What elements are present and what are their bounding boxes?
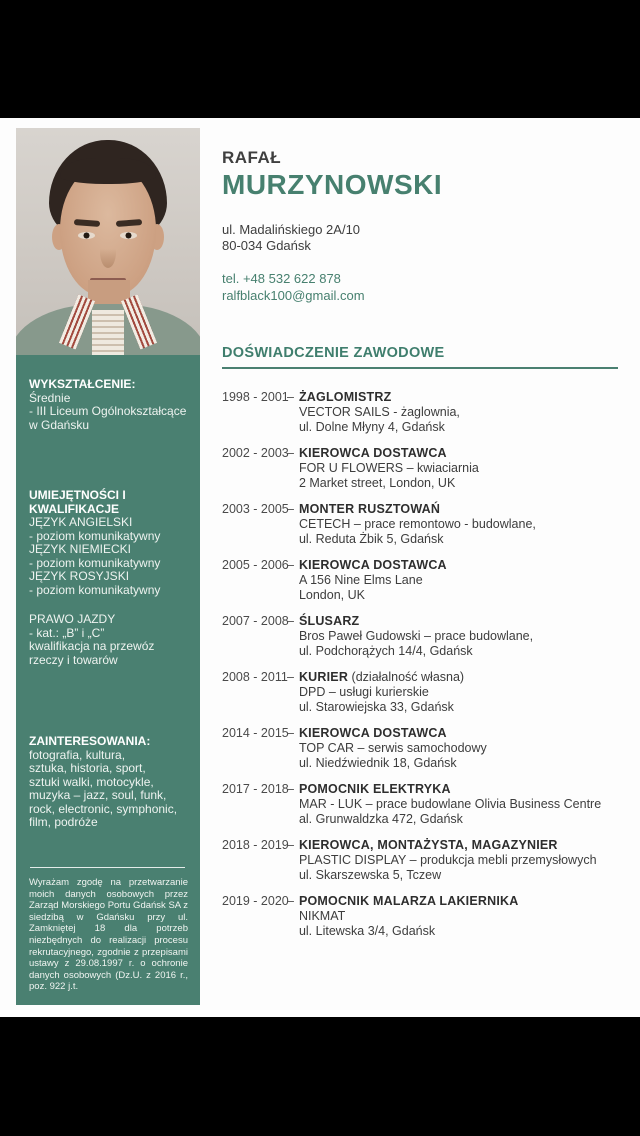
consent-footer (29, 867, 188, 993)
experience-entry (222, 838, 620, 883)
main-column (222, 148, 620, 950)
consent-disclaimer: Wyrażam zgodę na przetwarzanie moich danych osobowych przez Zarząd Morskiego Portu Gdańsk SA z siedzibą w Gdańsku przy ul. Zamkniętej 18 dla potrzeb niezbędnych do realizacji procesu rekrutacyjnego, zgodnie z przepisami ustawy z 29.08.1997 r. o ochronie danych osobowych (Dz.U. z 2016 r., poz. 922 j.t. (29, 877, 188, 993)
entry-title: POMOCNIK MALARZA LAKIERNIKA (298, 894, 519, 908)
experience-entry (222, 670, 620, 715)
entry-detail: ul. Starowiejska 33, Gdańsk (298, 700, 454, 714)
entry-detail: MAR - LUK – prace budowlane Olivia Business Centre (298, 797, 602, 811)
interests-section (29, 735, 188, 830)
entry-body (299, 390, 620, 435)
entry-detail: CETECH – prace remontowo - budowlane, (298, 517, 536, 531)
experience-list (222, 390, 620, 939)
skills-section (29, 489, 188, 597)
entry-detail: DPD – usługi kurierskie (298, 685, 429, 699)
entry-dates: 2019 - 2020 (222, 894, 289, 908)
interests-heading: ZAINTERESOWANIA: (29, 734, 151, 748)
interests-line: muzyka – jazz, soul, funk, (29, 788, 167, 802)
entry-detail: Bros Paweł Gudowski – prace budowlane, (298, 629, 534, 643)
cv-page (0, 118, 640, 1017)
letterbox-top (0, 0, 640, 118)
entry-dates: 2017 - 2018 (222, 782, 289, 796)
entry-title: KIEROWCA DOSTAWCA (298, 726, 447, 740)
experience-entry (222, 446, 620, 491)
entry-detail: NIKMAT (298, 909, 346, 923)
skills-line: - poziom komunikatywny (29, 528, 161, 543)
skills-line: JĘZYK ANGIELSKI (29, 515, 133, 529)
portrait-photo (16, 128, 200, 355)
entry-detail: PLASTIC DISPLAY – produkcja mebli przemysłowych (298, 853, 597, 867)
entry-dash: – (287, 390, 294, 404)
entry-dash: – (287, 446, 294, 460)
entry-detail: ul. Niedźwiednik 18, Gdańsk (298, 756, 457, 770)
interests-line: film, podróże (29, 815, 98, 829)
entry-detail: 2 Market street, London, UK (298, 476, 456, 490)
entry-detail: A 156 Nine Elms Lane (298, 573, 423, 587)
entry-title: ŻAGLOMISTRZ (298, 390, 392, 404)
entry-dash: – (287, 894, 294, 908)
experience-entry (222, 726, 620, 771)
entry-title: KIEROWCA, MONTAŻYSTA, MAGAZYNIER (298, 838, 558, 852)
entry-title: KIEROWCA DOSTAWCA (298, 558, 447, 572)
entry-body (299, 558, 620, 603)
driving-line: - kat.: „B” i „C” (29, 625, 105, 640)
entry-detail: TOP CAR – serwis samochodowy (298, 741, 487, 755)
photo-hairline (60, 158, 156, 184)
education-line: - III Liceum Ogólnokształcące (29, 404, 187, 418)
entry-detail: ul. Reduta Żbik 5, Gdańsk (298, 532, 444, 546)
first-name: RAFAŁ (222, 148, 282, 167)
contact-block (222, 271, 620, 304)
entry-body (299, 726, 620, 771)
photo-shirt (92, 310, 124, 355)
entry-body (299, 894, 620, 939)
entry-detail: ul. Podchorążych 14/4, Gdańsk (298, 644, 473, 658)
entry-title: MONTER RUSZTOWAŃ (298, 502, 441, 516)
entry-detail: ul. Skarszewska 5, Tczew (298, 868, 442, 882)
experience-entry (222, 390, 620, 435)
entry-dates: 2014 - 2015 (222, 726, 289, 740)
entry-dates: 2005 - 2006 (222, 558, 289, 572)
email-address: ralfblack100@gmail.com (222, 287, 365, 303)
entry-dash: – (287, 670, 294, 684)
entry-detail: al. Grunwaldzka 472, Gdańsk (298, 812, 463, 826)
experience-entry (222, 558, 620, 603)
sidebar (16, 128, 200, 1005)
entry-dash: – (287, 838, 294, 852)
entry-title: KURIER (298, 670, 349, 684)
entry-dates: 1998 - 2001 (222, 390, 289, 404)
experience-divider (222, 367, 618, 369)
experience-entry (222, 894, 620, 939)
interests-line: rock, electronic, symphonic, (29, 801, 178, 816)
footer-divider (30, 867, 185, 868)
driving-heading: PRAWO JAZDY (29, 612, 116, 626)
education-line: w Gdańsku (29, 417, 90, 432)
entry-dash: – (287, 614, 294, 628)
entry-detail: FOR U FLOWERS – kwiaciarnia (298, 461, 479, 475)
skills-line: JĘZYK ROSYJSKI (29, 569, 130, 583)
skills-line: - poziom komunikatywny (29, 582, 161, 597)
interests-line: sztuka, historia, sport, (29, 761, 146, 775)
entry-dates: 2002 - 2003 (222, 446, 289, 460)
experience-entry (222, 782, 620, 827)
entry-body (299, 446, 620, 491)
entry-dates: 2018 - 2019 (222, 838, 289, 852)
entry-body (299, 782, 620, 827)
entry-title-note: (działalność własna) (348, 670, 465, 684)
driving-line: rzeczy i towarów (29, 652, 118, 667)
letterbox-bottom (0, 1017, 640, 1136)
entry-dash: – (287, 558, 294, 572)
entry-detail: ul. Litewska 3/4, Gdańsk (298, 924, 436, 938)
entry-title: KIEROWCA DOSTAWCA (298, 446, 447, 460)
entry-dates: 2007 - 2008 (222, 614, 289, 628)
driving-license-section (29, 613, 188, 667)
address-line-1: ul. Madalińskiego 2A/10 (222, 222, 361, 237)
entry-dash: – (287, 782, 294, 796)
entry-dates: 2008 - 2011 (222, 670, 288, 684)
address-block (222, 222, 620, 254)
driving-line: kwalifikacja na przewóz (29, 639, 155, 653)
entry-body (299, 614, 620, 659)
entry-detail: London, UK (298, 588, 365, 602)
entry-title: POMOCNIK ELEKTRYKA (298, 782, 451, 796)
experience-heading: DOŚWIADCZENIE ZAWODOWE (222, 345, 445, 361)
sidebar-panel (16, 355, 200, 1005)
entry-body (299, 838, 620, 883)
skills-line: - poziom komunikatywny (29, 555, 161, 570)
education-line: Średnie (29, 390, 71, 405)
last-name: MURZYNOWSKI (222, 169, 443, 200)
experience-entry (222, 614, 620, 659)
photo-nose (100, 236, 116, 268)
photo-eye-left (78, 232, 95, 239)
skills-line: JĘZYK NIEMIECKI (29, 542, 132, 556)
education-section (29, 378, 188, 432)
education-heading: WYKSZTAŁCENIE: (29, 377, 136, 391)
entry-dates: 2003 - 2005 (222, 502, 289, 516)
experience-entry (222, 502, 620, 547)
address-line-2: 80-034 Gdańsk (222, 238, 311, 253)
phone-number: tel. +48 532 622 878 (222, 271, 341, 286)
interests-line: sztuki walki, motocykle, (29, 774, 154, 789)
skills-heading: UMIEJĘTNOŚCI I KWALIFIKACJE (29, 488, 126, 516)
interests-line: fotografia, kultura, (29, 747, 126, 762)
entry-body (299, 670, 620, 715)
entry-title: ŚLUSARZ (298, 614, 360, 628)
photo-eye-right (120, 232, 137, 239)
entry-dash: – (287, 726, 294, 740)
entry-detail: VECTOR SAILS - żaglownia, (298, 405, 460, 419)
entry-detail: ul. Dolne Młyny 4, Gdańsk (298, 420, 445, 434)
entry-body (299, 502, 620, 547)
entry-dash: – (287, 502, 294, 516)
